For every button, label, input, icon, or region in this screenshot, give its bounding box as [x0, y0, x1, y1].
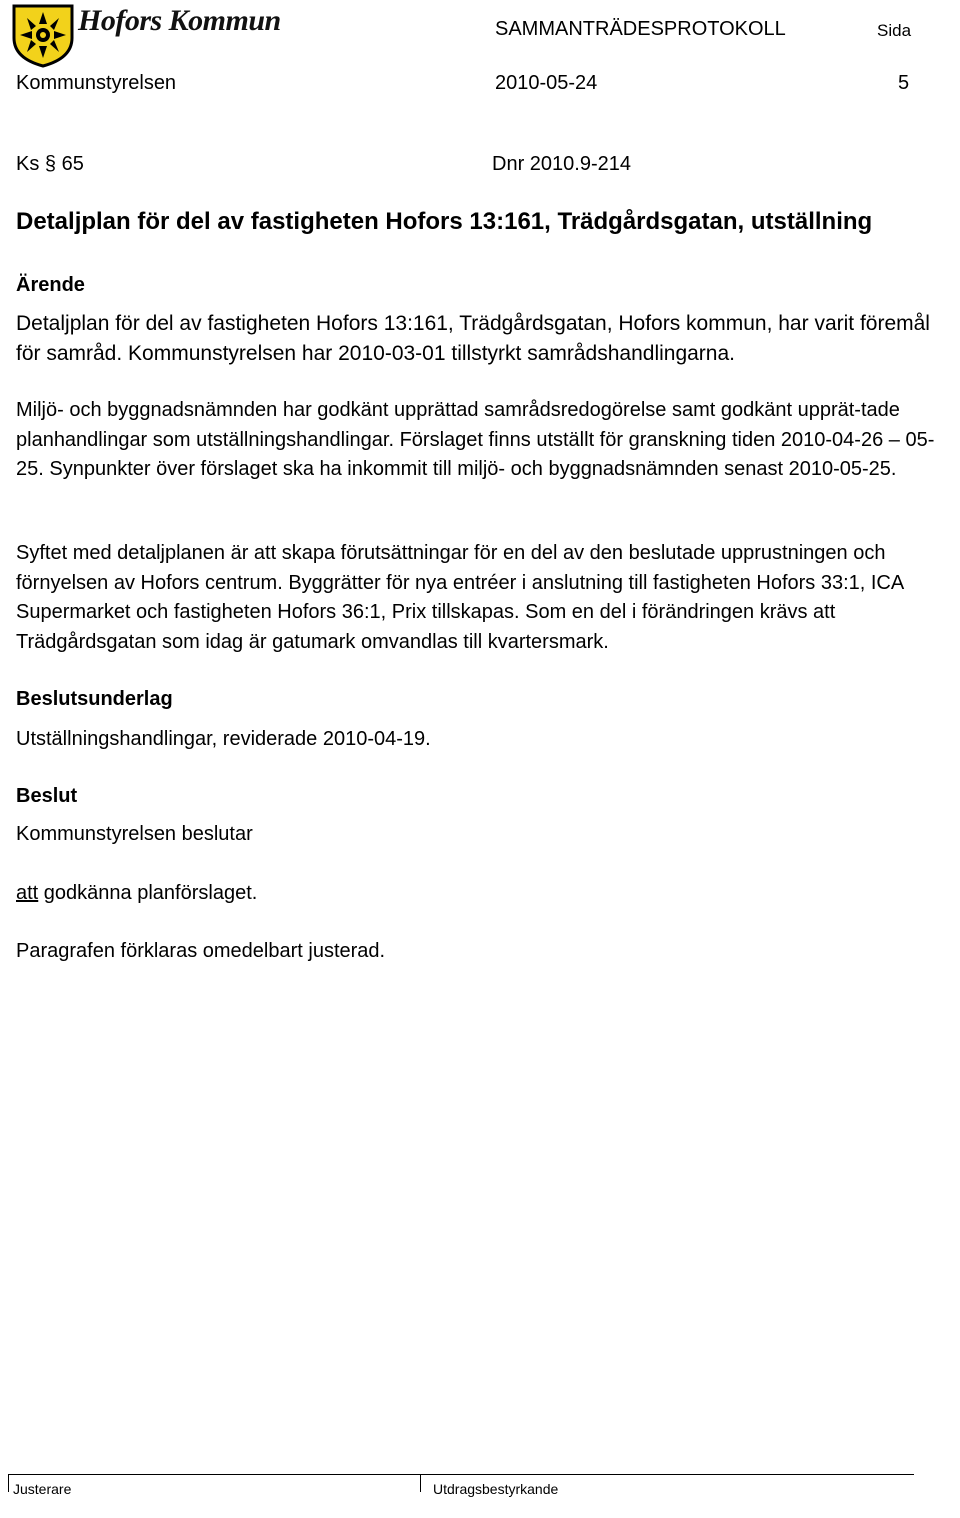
diary-number: Dnr 2010.9-214 — [492, 153, 631, 175]
arende-paragraph-2: Miljö- och byggnadsnämnden har godkänt upprättad samrådsredogörelse samt godkänt upprät-tade planhandlingar som utställningshandlingar. Förslaget finns utställt för granskning tiden 2010-04-26 – 05-25. Synpunkter över förslaget ska ha inkommit till miljö- och byggnadsnämnden senast 2010-05-25. — [16, 399, 935, 480]
page-number: 5 — [898, 72, 910, 94]
footer-rule-tick — [8, 1474, 9, 1492]
page-title: Detaljplan för del av fastigheten Hofors 13:161, Trädgårdsgatan, utställning — [16, 208, 873, 235]
page-label: Sida — [877, 21, 912, 40]
beslut-heading: Beslut — [16, 785, 78, 807]
arende-heading: Ärende — [16, 274, 85, 296]
arende-paragraph-1: Detaljplan för del av fastigheten Hofors 13:161, Trädgårdsgatan, Hofors kommun, har varit föremål för samråd. Kommunstyrelsen har 2010-03-01 tillstyrkt samrådshandlingarna. — [16, 312, 930, 365]
committee-name: Kommunstyrelsen — [16, 72, 177, 94]
footer-rule-tick — [420, 1474, 421, 1492]
arende-paragraph-3: Syftet med detaljplanen är att skapa förutsättningar för en del av den beslutade upprustningen och förnyelsen av Hofors centrum. Byggrätter för nya entréer i anslutning till fastigheten Hofors 33:1, ICA Supermarket och fastigheten Hofors 36:1, Prix tillskapas. Som en del i förändringen krävs att Trädgårdsgatan som idag är gatumark omvandlas till kvartersmark. — [16, 542, 904, 653]
att-word: att — [16, 882, 39, 904]
beslut-att-clause — [16, 879, 946, 909]
brand-name: Hofors Kommun — [78, 4, 281, 37]
justerare-label: Justerare — [13, 1481, 72, 1497]
paragraph-number: Ks § 65 — [16, 153, 84, 175]
att-clause-text: godkänna planförslaget. — [38, 882, 258, 904]
footer-rule — [8, 1474, 914, 1475]
meeting-date: 2010-05-24 — [495, 72, 598, 94]
beslut-intro: Kommunstyrelsen beslutar — [16, 823, 253, 845]
document-type: SAMMANTRÄDESPROTOKOLL — [495, 18, 786, 40]
beslutsunderlag-text: Utställningshandlingar, reviderade 2010-04-19. — [16, 728, 431, 750]
municipal-coat-of-arms-icon — [12, 4, 74, 68]
justering-text: Paragrafen förklaras omedelbart justerad. — [16, 940, 386, 962]
beslutsunderlag-heading: Beslutsunderlag — [16, 688, 173, 710]
utdragsbestyrkande-label: Utdragsbestyrkande — [433, 1481, 559, 1497]
